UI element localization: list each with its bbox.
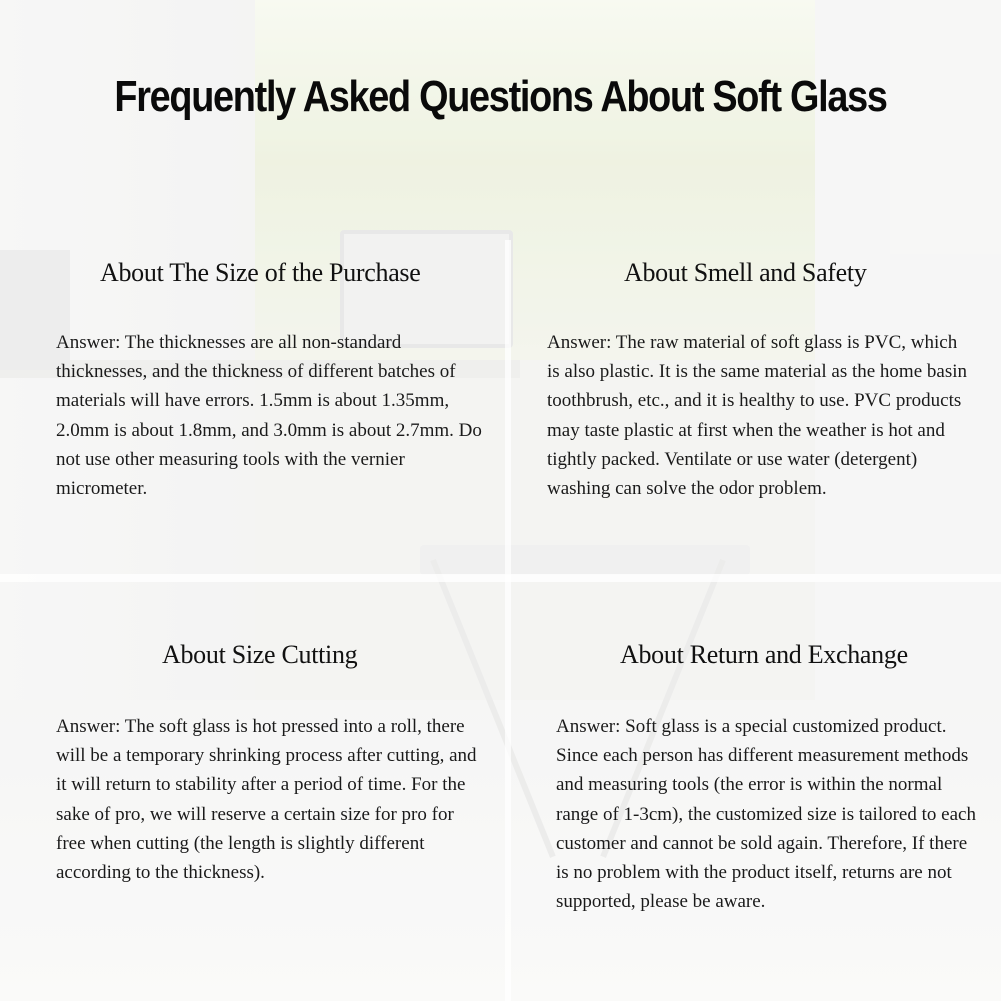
vertical-divider: [505, 240, 511, 1001]
faq-answer: Answer: The raw material of soft glass is PVC, which is also plastic. It is the same material as the home basin toothbrush, etc., and it is healthy to use. PVC products may taste plastic at first when the weather is hot and tightly packed. Ventilate or use water (detergent) washing can solve the odor problem.: [547, 332, 968, 500]
faq-answer: Answer: Soft glass is a special customized product. Since each person has different measurement methods and measuring tools (the error is within the normal range of 1-3cm), the customized size is tailored to each customer and cannot be sold again. Therefore, If there is no problem with the product itself, returns are not supported, please be aware.: [556, 716, 976, 913]
faq-panel-size-cutting: [56, 640, 486, 887]
faq-answer: Answer: The thicknesses are all non-standard thicknesses, and the thickness of different batches of materials will have errors. 1.5mm is about 1.35mm, 2.0mm is about 1.8mm, and 3.0mm is about 2.7mm. Do not use other measuring tools with the vernier micrometer.: [56, 332, 482, 500]
faq-panel-purchase-size: [56, 258, 486, 503]
horizontal-divider: [0, 574, 1001, 582]
faq-heading: About The Size of the Purchase: [100, 258, 421, 287]
faq-answer: Answer: The soft glass is hot pressed into a roll, there will be a temporary shrinking process after cutting, and it will return to stability after a period of time. For the sake of pro, we will reserve a certain size for pro for free when cutting (the length is slightly different according to the thickness).: [56, 716, 477, 884]
faq-panel-smell-safety: [547, 258, 967, 503]
faq-heading: About Smell and Safety: [624, 258, 867, 287]
faq-heading: About Return and Exchange: [620, 640, 908, 669]
faq-panel-return-exchange: [556, 640, 976, 916]
faq-heading: About Size Cutting: [162, 640, 358, 669]
page-title: Frequently Asked Questions About Soft Glass: [114, 72, 887, 121]
